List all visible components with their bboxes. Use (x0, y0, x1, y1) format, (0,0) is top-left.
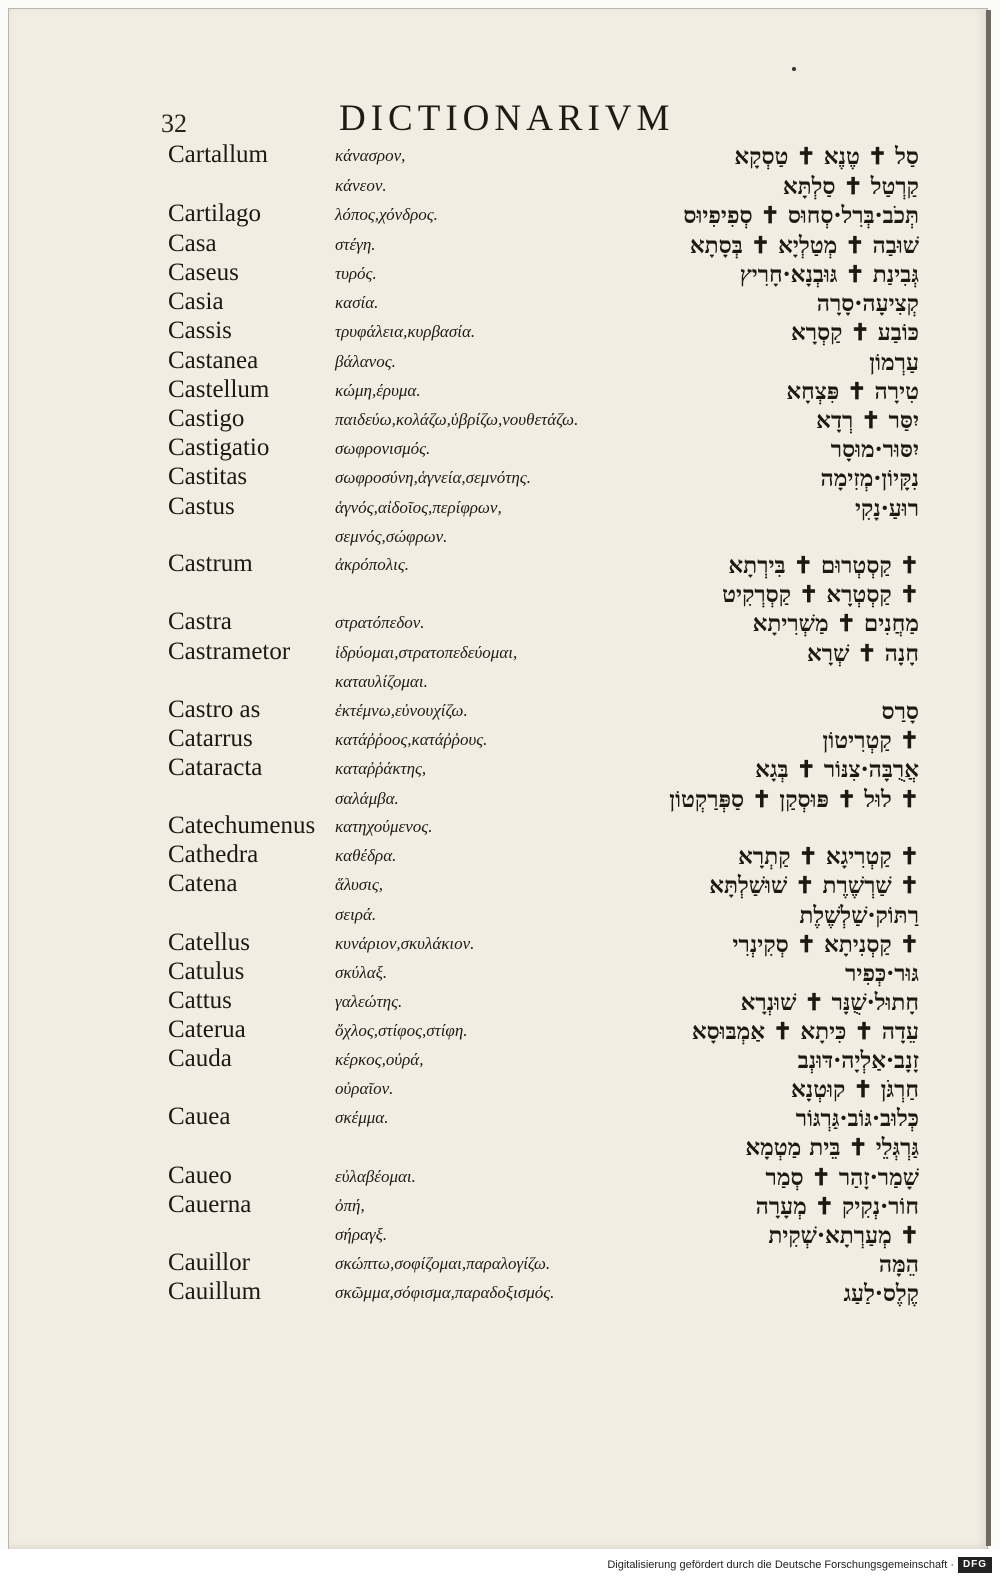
dictionary-entry (9, 1249, 987, 1278)
dfg-logo[interactable]: DFG (958, 1557, 992, 1573)
greek-equivalent: ἐκτέμνω,εὐνουχίζω. (335, 701, 468, 720)
dictionary-entry (9, 1045, 987, 1074)
greek-equivalent: παιδεύω,κολάζω,ὑβρίζω,νουθετάζω. (335, 410, 579, 429)
hebrew-equivalent: עֵדָה ✝ כִּיתָא ✝ אַמְבּוּסָא (691, 1018, 919, 1045)
greek-equivalent: σκῶμμα,σόφισμα,παραδοξισμός. (335, 1283, 555, 1302)
hebrew-equivalent: ✝ קַטְרִיגָא ✝ קַתְרָא (738, 843, 919, 870)
dictionary-entry (9, 608, 987, 637)
dictionary-entry (9, 347, 987, 376)
latin-headword: Castrametor (168, 638, 291, 665)
dictionary-entry (9, 987, 987, 1016)
latin-headword: Caterua (168, 1016, 246, 1043)
hebrew-equivalent: כּוֹבַע ✝ קַסְרָא (791, 319, 919, 346)
dictionary-entry (9, 200, 987, 229)
dictionary-entry (9, 667, 987, 696)
dictionary-entry (9, 405, 987, 434)
greek-equivalent: οὐραῖον. (335, 1079, 394, 1098)
greek-equivalent: σήραγξ. (335, 1225, 388, 1244)
dictionary-entry (9, 1220, 987, 1249)
footer-bar (0, 1549, 1000, 1583)
greek-equivalent: βάλανος. (335, 352, 396, 371)
greek-equivalent: κατηχούμενος. (335, 817, 433, 836)
hebrew-equivalent: זָנָב·אַלְיָה·דּוּנְב (797, 1047, 919, 1074)
greek-equivalent: ὀπή, (335, 1196, 365, 1215)
greek-equivalent: σωφρονισμός. (335, 439, 431, 458)
dictionary-entry (9, 870, 987, 899)
dictionary-entry (9, 1191, 987, 1220)
dictionary-entry (9, 579, 987, 608)
greek-equivalent: καταῤῥάκτης, (335, 759, 427, 778)
dictionary-entry (9, 958, 987, 987)
dictionary-entry (9, 812, 987, 841)
latin-headword: Cauillum (168, 1278, 262, 1305)
page-number: 32 (161, 109, 187, 138)
greek-equivalent: σωφροσύνη,ἁγνεία,σεμνότης. (335, 468, 531, 487)
hebrew-equivalent: יִסּוּר·מוּסָר (830, 436, 919, 463)
latin-headword: Casa (168, 230, 217, 257)
hebrew-equivalent: רוּעַ·נָקִי (854, 495, 919, 522)
dictionary-entry (9, 754, 987, 783)
dictionary-entry (9, 288, 987, 317)
greek-equivalent: τρυφάλεια,κυρβασία. (335, 322, 476, 341)
latin-headword: Cassis (168, 317, 232, 344)
dictionary-entry (9, 434, 987, 463)
hebrew-equivalent: סָרַס (881, 698, 919, 725)
hebrew-equivalent: אֲרֻבָּה·צִנּוֹר ✝ בְּגָא (755, 756, 919, 783)
latin-headword: Cathedra (168, 841, 259, 868)
dictionary-entry (9, 638, 987, 667)
latin-headword: Catellus (168, 929, 250, 956)
latin-headword: Caseus (168, 259, 239, 286)
greek-equivalent: κασία. (335, 293, 379, 312)
latin-headword: Catarrus (168, 725, 253, 752)
greek-equivalent: κάνασρον, (335, 146, 406, 165)
dictionary-entry (9, 725, 987, 754)
greek-equivalent: καθέδρα. (335, 846, 397, 865)
dictionary-entry (9, 141, 987, 170)
dictionary-entry (9, 463, 987, 492)
latin-headword: Cartilago (168, 200, 262, 227)
dictionary-entry (9, 1016, 987, 1045)
dictionary-entry (9, 317, 987, 346)
latin-headword: Cattus (168, 987, 232, 1014)
dictionary-entry (9, 841, 987, 870)
dictionary-entry (9, 1132, 987, 1161)
greek-equivalent: καταυλίζομαι. (335, 672, 428, 691)
dictionary-entry (9, 171, 987, 200)
latin-headword: Catulus (168, 958, 245, 985)
hebrew-equivalent: קַרְטַל ✝ סַלְתָּא (782, 173, 919, 200)
greek-equivalent: σκώπτω,σοφίζομαι,παραλογίζω. (335, 1254, 551, 1273)
latin-headword: Castigo (168, 405, 245, 432)
dictionary-entry (9, 522, 987, 551)
greek-equivalent: κάνεον. (335, 176, 387, 195)
greek-equivalent: ἀκρόπολις. (335, 555, 409, 574)
greek-equivalent: σαλάμβα. (335, 789, 399, 808)
hebrew-equivalent: ✝ קַטְרִיטוֹן (822, 727, 919, 754)
hebrew-equivalent: תְּכֹב·בְּרִל·סְחוּס ✝ סְפִיפִיוּס (683, 202, 919, 229)
hebrew-equivalent: שׁוּבַה ✝ מְטַלְיָא ✝ בְּסָתָא (689, 232, 919, 259)
dictionary-entry (9, 493, 987, 522)
latin-headword: Catena (168, 870, 238, 897)
latin-headword: Castra (168, 608, 232, 635)
hebrew-equivalent: הֵמָּה (878, 1251, 919, 1278)
hebrew-equivalent: קֶלֶס·לַעַג (843, 1280, 919, 1307)
dictionary-entry (9, 376, 987, 405)
greek-equivalent: σειρά. (335, 905, 377, 924)
hebrew-equivalent: עַרְמוֹן (869, 349, 919, 376)
dictionary-entry (9, 929, 987, 958)
latin-headword: Catechumenus (168, 812, 316, 839)
dictionary-entries (9, 9, 987, 1549)
book-page (8, 8, 988, 1550)
dictionary-entry (9, 550, 987, 579)
hebrew-equivalent: גְּבִינַת ✝ גּוּבְנָא·חָרִיץ (739, 261, 919, 288)
hebrew-equivalent: ✝ קַסְטְרָא ✝ קַסְרְקִיט (722, 581, 919, 608)
greek-equivalent: στρατόπεδον. (335, 613, 425, 632)
greek-equivalent: λόπος,χόνδρος. (335, 205, 438, 224)
greek-equivalent: κυνάριον,σκυλάκιον. (335, 934, 475, 953)
hebrew-equivalent: גַּרְגְּלֵי ✝ בֵּית מַטְמָא (745, 1134, 919, 1161)
hebrew-equivalent: שָׁמַר·זָהַר ✝ סְמַר (765, 1164, 919, 1191)
greek-equivalent: σεμνός,σώφρων. (335, 527, 448, 546)
latin-headword: Castus (168, 493, 235, 520)
hebrew-equivalent: חַרְגֹּן ✝ קוּטְנָא (791, 1076, 919, 1103)
greek-equivalent: ἱδρύομαι,στρατοπεδεύομαι, (335, 643, 518, 662)
greek-equivalent: σκέμμα. (335, 1108, 389, 1127)
latin-headword: Castro as (168, 696, 261, 723)
dictionary-entry (9, 259, 987, 288)
latin-headword: Castanea (168, 347, 259, 374)
greek-equivalent: ἅλυσις, (335, 875, 384, 894)
hebrew-equivalent: נִקָּיוֹן·מְזִימָה (820, 465, 919, 492)
latin-headword: Cartallum (168, 141, 268, 168)
dictionary-entry (9, 1103, 987, 1132)
latin-headword: Cauea (168, 1103, 231, 1130)
hebrew-equivalent: ✝ קַסְטְרוּם ✝ בִּירְתָא (728, 552, 919, 579)
hebrew-equivalent: רַתּוֹק·שַׁלְשֶׁלֶת (799, 902, 919, 929)
latin-headword: Castitas (168, 463, 248, 490)
hebrew-equivalent: מַחֲנִים ✝ מַשְׁרִיתָא (752, 610, 919, 637)
hebrew-equivalent: חוֹר·נְקִיק ✝ מְעָרָה (755, 1193, 919, 1220)
dictionary-entry (9, 1074, 987, 1103)
greek-equivalent: τυρός. (335, 264, 377, 283)
hebrew-equivalent: ✝ מְעַרְתָא·שְׁקִית (768, 1222, 919, 1249)
greek-equivalent: κέρκος,οὐρά, (335, 1050, 424, 1069)
hebrew-equivalent: סַל ✝ טֶנֶא ✝ טַסְקָא (734, 143, 919, 170)
latin-headword: Castellum (168, 376, 270, 403)
latin-headword: Castrum (168, 550, 253, 577)
hebrew-equivalent: גּוּר·כְּפִיר (845, 960, 919, 987)
latin-headword: Caueo (168, 1162, 232, 1189)
greek-equivalent: γαλεώτης. (335, 992, 403, 1011)
hebrew-equivalent: חָתוּל·שֻׁנָּר ✝ שׁוּנְרָא (740, 989, 919, 1016)
latin-headword: Cauillor (168, 1249, 250, 1276)
greek-equivalent: κατάῤῥοος,κατάῤῥους. (335, 730, 488, 749)
hebrew-equivalent: ✝ קַסְנִיתָא ✝ סְקִינְרִי (732, 931, 919, 958)
page-edge-shadow (986, 10, 991, 1546)
footer-credit: Digitalisierung gefördert durch die Deutsche Forschungsgemeinschaft · (607, 1559, 954, 1571)
dictionary-entry (9, 1278, 987, 1307)
dictionary-entry (9, 784, 987, 813)
greek-equivalent: σκύλαξ. (335, 963, 388, 982)
latin-headword: Casia (168, 288, 224, 315)
hebrew-equivalent: ✝ שַׁרְשֶׁרֶת ✝ שׁוּשַׁלְתָּא (709, 872, 919, 899)
latin-headword: Cataracta (168, 754, 263, 781)
greek-equivalent: ὄχλος,στίφος,στίφη. (335, 1021, 468, 1040)
hebrew-equivalent: טִירָה ✝ פִּצְחָא (786, 378, 919, 405)
greek-equivalent: εὐλαβέομαι. (335, 1167, 416, 1186)
latin-headword: Cauerna (168, 1191, 252, 1218)
hebrew-equivalent: חָנָה ✝ שְׁרָא (807, 640, 919, 667)
latin-headword: Castigatio (168, 434, 270, 461)
dictionary-entry (9, 696, 987, 725)
dictionary-entry (9, 230, 987, 259)
hebrew-equivalent: ✝ לוּל ✝ פּוּסְקַן ✝ סַפְּרַקְטוֹן (669, 786, 919, 813)
latin-headword: Cauda (168, 1045, 232, 1072)
running-title: DICTIONARIVM (339, 98, 675, 139)
hebrew-equivalent: כְּלוּב·גּוֹב·גַּרְגּוֹר (795, 1105, 919, 1132)
greek-equivalent: κώμη,έρυμα. (335, 381, 421, 400)
greek-equivalent: στέγη. (335, 235, 376, 254)
dictionary-entry (9, 1162, 987, 1191)
hebrew-equivalent: יִסַּר ✝ רְדָא (816, 407, 919, 434)
greek-equivalent: ἁγνός,αἰδοῖος,περίφρων, (335, 498, 502, 517)
hebrew-equivalent: קְצִיעָה·סָרָה (816, 290, 919, 317)
dictionary-entry (9, 900, 987, 929)
